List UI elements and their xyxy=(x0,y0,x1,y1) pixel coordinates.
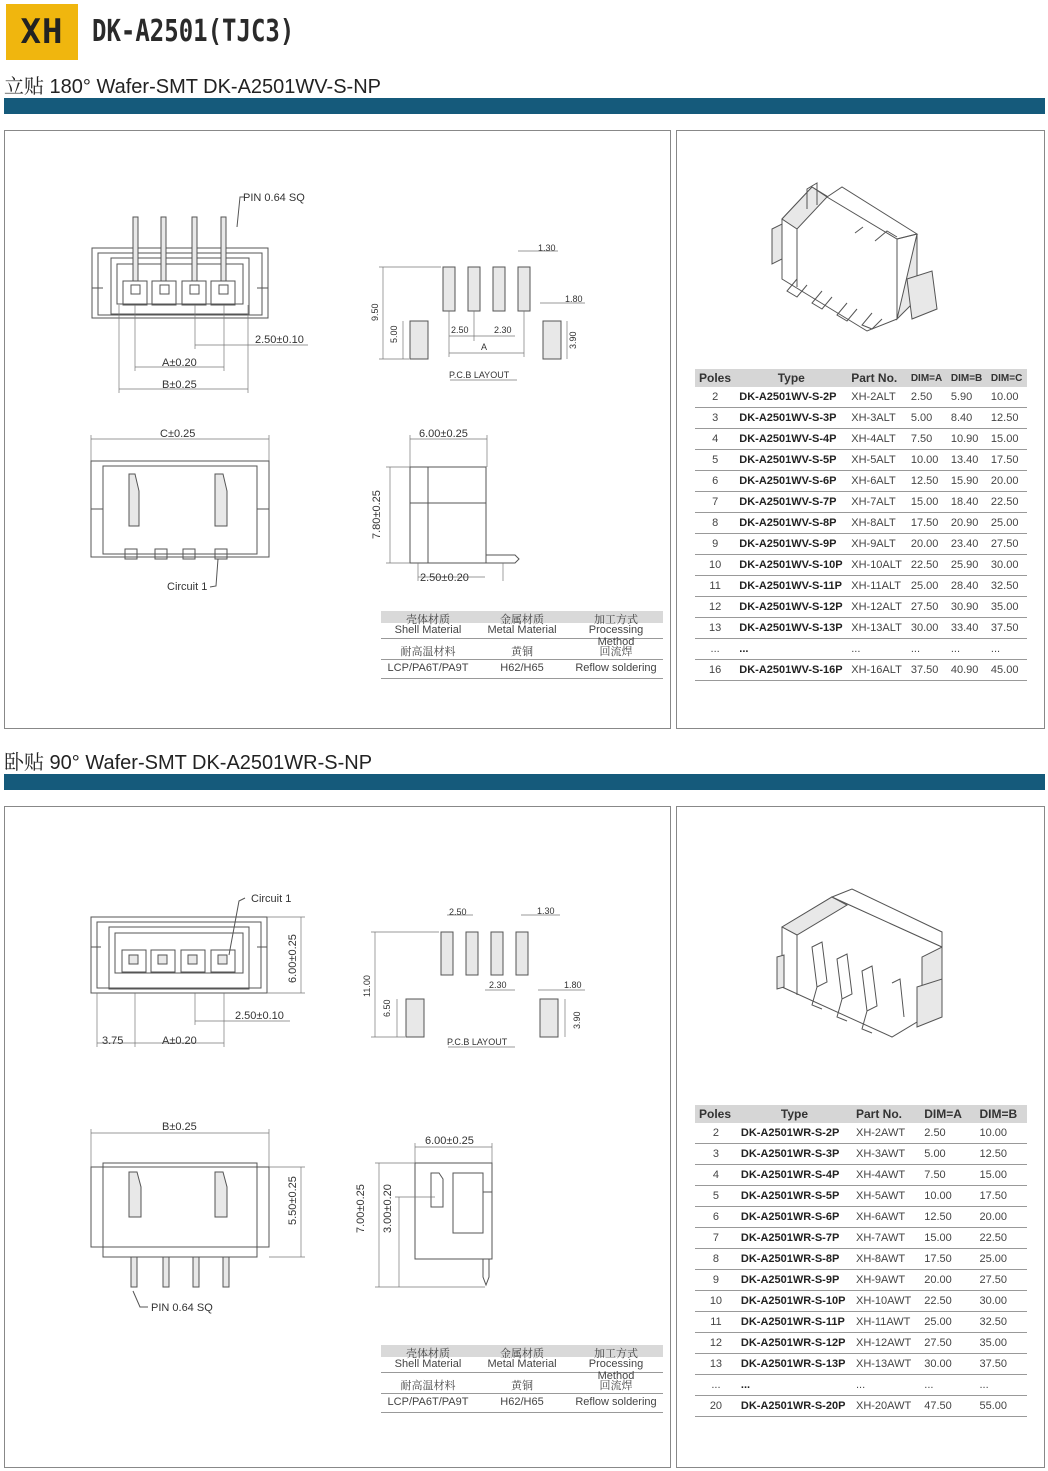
table-cell: XH-10AWT xyxy=(852,1291,920,1312)
s1-pcb-layout-label: P.C.B LAYOUT xyxy=(449,370,510,380)
table-cell: 27.50 xyxy=(987,534,1027,555)
s1-label-pin: PIN 0.64 SQ xyxy=(243,192,305,204)
table-cell: 7 xyxy=(695,1228,737,1249)
table-cell: 27.50 xyxy=(976,1270,1028,1291)
s1-col-dimb: DIM=B xyxy=(947,369,987,387)
s1-mat-en-1: H62/H65 xyxy=(500,662,544,674)
table-cell: 30.00 xyxy=(976,1291,1028,1312)
table-cell: XH-4AWT xyxy=(852,1165,920,1186)
table-cell: 12.50 xyxy=(907,471,947,492)
s2-mat-cn-0: 耐高温材料 xyxy=(400,1380,456,1392)
table-row xyxy=(695,1207,1027,1228)
s2-label-h300: 3.00±0.20 xyxy=(382,1184,394,1233)
s2-mat-cn-2: 回流焊 xyxy=(599,1380,633,1392)
table-row xyxy=(695,408,1027,429)
table-cell: 12.50 xyxy=(987,408,1027,429)
table-cell: 32.50 xyxy=(976,1312,1028,1333)
s2-pcb-2-50: 2.50 xyxy=(449,907,467,917)
table-cell: 20.00 xyxy=(976,1207,1028,1228)
table-cell: 30.90 xyxy=(947,597,987,618)
s2-table-header-row xyxy=(695,1105,1027,1123)
table-cell: 3 xyxy=(695,408,735,429)
section1-divider-bar xyxy=(4,98,1045,114)
table-cell: 15.00 xyxy=(976,1165,1028,1186)
table-cell: 18.40 xyxy=(947,492,987,513)
table-cell: 4 xyxy=(695,1165,737,1186)
table-cell: 22.50 xyxy=(987,492,1027,513)
table-cell: 30.00 xyxy=(987,555,1027,576)
table-row xyxy=(695,597,1027,618)
table-row xyxy=(695,576,1027,597)
s2-label-h550: 5.50±0.25 xyxy=(287,1176,299,1225)
table-cell: 7 xyxy=(695,492,735,513)
s2-pcb-6-50: 6.50 xyxy=(382,999,392,1017)
s2-mat-h-en-2: Processing Method xyxy=(588,1358,644,1382)
table-cell: 32.50 xyxy=(987,576,1027,597)
table-cell: XH-3ALT xyxy=(847,408,907,429)
s2-pcb-11-00: 11.00 xyxy=(362,975,372,997)
type-cell: DK-A2501WR-S-7P xyxy=(737,1228,852,1249)
s1-mat-h-en-2: Processing Method xyxy=(588,624,644,648)
section2-drawing-panel xyxy=(4,806,671,1468)
s1-front-view xyxy=(92,197,308,393)
table-cell: 22.50 xyxy=(920,1291,975,1312)
s2-pcb-1-80: 1.80 xyxy=(564,980,582,990)
type-cell: DK-A2501WV-S-6P xyxy=(735,471,847,492)
table-cell: 2 xyxy=(695,1123,737,1144)
table-cell: ... xyxy=(976,1375,1028,1396)
type-cell: DK-A2501WR-S-12P xyxy=(737,1333,852,1354)
s1-label-depth: 6.00±0.25 xyxy=(419,428,468,440)
s1-pcb-2-50: 2.50 xyxy=(451,325,469,335)
s2-mat-h-cn-1: 金属材质 xyxy=(500,1348,544,1360)
table-cell: XH-5ALT xyxy=(847,450,907,471)
type-cell: DK-A2501WR-S-13P xyxy=(737,1354,852,1375)
table-cell: 10.00 xyxy=(987,387,1027,408)
table-cell: XH-2AWT xyxy=(852,1123,920,1144)
s2-label-depth: 6.00±0.25 xyxy=(425,1135,474,1147)
type-cell: DK-A2501WV-S-4P xyxy=(735,429,847,450)
table-cell: XH-8ALT xyxy=(847,513,907,534)
table-cell: 28.40 xyxy=(947,576,987,597)
table-cell: 11 xyxy=(695,576,735,597)
table-row xyxy=(695,1228,1027,1249)
s2-mat-en-0: LCP/PA6T/PA9T xyxy=(387,1396,469,1408)
s1-label-pitch2: 2.50±0.20 xyxy=(420,572,469,584)
s2-pcb-3-90: 3.90 xyxy=(572,1011,582,1029)
table-cell: 5 xyxy=(695,1186,737,1207)
table-cell: 15.90 xyxy=(947,471,987,492)
s1-pcb-a: A xyxy=(481,342,488,352)
table-cell: 10 xyxy=(695,555,735,576)
s2-mat-en-1: H62/H65 xyxy=(500,1396,544,1408)
type-cell: DK-A2501WR-S-2P xyxy=(737,1123,852,1144)
s2-mat-h-cn-0: 壳体材质 xyxy=(406,1348,450,1360)
table-cell: ... xyxy=(987,639,1027,660)
section2-title: 卧贴 90° Wafer-SMT DK-A2501WR-S-NP xyxy=(4,752,373,774)
table-cell: 6 xyxy=(695,1207,737,1228)
type-cell: DK-A2501WR-S-20P xyxy=(737,1396,852,1417)
table-cell: XH-8AWT xyxy=(852,1249,920,1270)
table-cell: 25.00 xyxy=(920,1312,975,1333)
type-cell: DK-A2501WR-S-4P xyxy=(737,1165,852,1186)
type-cell: DK-A2501WV-S-3P xyxy=(735,408,847,429)
table-cell: 2.50 xyxy=(907,387,947,408)
table-cell: 5.90 xyxy=(947,387,987,408)
s2-label-pitch: 2.50±0.10 xyxy=(235,1010,284,1022)
table-row xyxy=(695,1396,1027,1417)
s1-mat-h-cn-0: 壳体材质 xyxy=(406,614,450,626)
s1-pcb-3-90: 3.90 xyxy=(568,331,578,349)
s1-mat-h-en-1: Metal Material xyxy=(487,624,557,636)
table-row xyxy=(695,1291,1027,1312)
table-cell: 10 xyxy=(695,1291,737,1312)
s2-mat-h-en-1: Metal Material xyxy=(487,1358,557,1370)
type-cell: DK-A2501WR-S-5P xyxy=(737,1186,852,1207)
table-row xyxy=(695,534,1027,555)
s2-mat-en-2: Reflow soldering xyxy=(575,1396,657,1408)
table-cell: 8.40 xyxy=(947,408,987,429)
table-cell: 23.40 xyxy=(947,534,987,555)
type-cell: DK-A2501WV-S-12P xyxy=(735,597,847,618)
s1-spec-table xyxy=(695,369,1027,681)
s2-mat-h-en-0: Shell Material xyxy=(394,1358,462,1370)
table-row xyxy=(695,555,1027,576)
s1-mat-cn-2: 回流焊 xyxy=(599,646,633,658)
table-cell: 15.00 xyxy=(920,1228,975,1249)
section1-title: 立贴 180° Wafer-SMT DK-A2501WV-S-NP xyxy=(4,76,381,98)
table-row xyxy=(695,1312,1027,1333)
s2-label-h600: 6.00±0.25 xyxy=(287,934,299,983)
table-cell: 22.50 xyxy=(976,1228,1028,1249)
table-cell: 30.00 xyxy=(920,1354,975,1375)
table-cell: 20.00 xyxy=(920,1270,975,1291)
table-cell: XH-16ALT xyxy=(847,660,907,681)
s2-col-part: Part No. xyxy=(852,1105,920,1123)
table-cell: ... xyxy=(947,639,987,660)
type-cell: DK-A2501WV-S-2P xyxy=(735,387,847,408)
table-cell: 13 xyxy=(695,618,735,639)
table-cell: 15.00 xyxy=(987,429,1027,450)
table-cell: 10.00 xyxy=(976,1123,1028,1144)
s1-label-c: C±0.25 xyxy=(160,428,196,440)
s1-mat-en-2: Reflow soldering xyxy=(575,662,657,674)
s1-top-view xyxy=(91,435,269,587)
table-row xyxy=(695,513,1027,534)
type-cell: DK-A2501WR-S-6P xyxy=(737,1207,852,1228)
table-cell: 11 xyxy=(695,1312,737,1333)
s1-pcb-layout xyxy=(379,251,585,380)
table-cell: ... xyxy=(907,639,947,660)
s2-mat-h-cn-2: 加工方式 xyxy=(594,1348,638,1360)
type-cell: DK-A2501WV-S-9P xyxy=(735,534,847,555)
table-row xyxy=(695,660,1027,681)
table-cell: 33.40 xyxy=(947,618,987,639)
table-cell: 15.00 xyxy=(907,492,947,513)
model-title: DK-A2501(TJC3) xyxy=(92,14,295,49)
table-row xyxy=(695,1249,1027,1270)
s2-label-pin: PIN 0.64 SQ xyxy=(151,1302,213,1314)
table-cell: 3 xyxy=(695,1144,737,1165)
table-cell: XH-3AWT xyxy=(852,1144,920,1165)
s1-product-image xyxy=(767,179,957,329)
table-cell: 17.50 xyxy=(907,513,947,534)
table-cell: ... xyxy=(852,1375,920,1396)
table-cell: 2 xyxy=(695,387,735,408)
table-cell: 35.00 xyxy=(976,1333,1028,1354)
table-cell: XH-5AWT xyxy=(852,1186,920,1207)
table-cell: XH-10ALT xyxy=(847,555,907,576)
s1-col-poles: Poles xyxy=(695,369,735,387)
type-cell: DK-A2501WV-S-11P xyxy=(735,576,847,597)
table-cell: ... xyxy=(695,639,735,660)
table-row xyxy=(695,1144,1027,1165)
section2-product-panel xyxy=(676,806,1045,1468)
table-row xyxy=(695,1375,1027,1396)
table-cell: XH-13ALT xyxy=(847,618,907,639)
table-cell: XH-20AWT xyxy=(852,1396,920,1417)
section1-drawing-panel xyxy=(4,130,671,729)
type-cell: DK-A2501WV-S-5P xyxy=(735,450,847,471)
s2-label-a: A±0.20 xyxy=(162,1035,197,1047)
s2-pcb-1-30: 1.30 xyxy=(537,906,555,916)
table-row xyxy=(695,387,1027,408)
table-row xyxy=(695,450,1027,471)
table-cell: 10.00 xyxy=(907,450,947,471)
s1-pcb-5-00: 5.00 xyxy=(389,325,399,343)
section1-product-panel xyxy=(676,130,1045,729)
s1-mat-h-en-0: Shell Material xyxy=(394,624,462,636)
table-cell: ... xyxy=(920,1375,975,1396)
table-cell: 35.00 xyxy=(987,597,1027,618)
table-cell: XH-9AWT xyxy=(852,1270,920,1291)
table-cell: XH-4ALT xyxy=(847,429,907,450)
table-cell: 25.00 xyxy=(976,1249,1028,1270)
table-row xyxy=(695,471,1027,492)
table-cell: 17.50 xyxy=(987,450,1027,471)
table-cell: 20.00 xyxy=(987,471,1027,492)
table-cell: 12 xyxy=(695,597,735,618)
table-cell: 25.00 xyxy=(987,513,1027,534)
type-cell: DK-A2501WV-S-16P xyxy=(735,660,847,681)
type-cell: DK-A2501WV-S-8P xyxy=(735,513,847,534)
table-cell: 8 xyxy=(695,513,735,534)
s1-label-pitch: 2.50±0.10 xyxy=(255,334,304,346)
table-cell: 40.90 xyxy=(947,660,987,681)
table-cell: 17.50 xyxy=(920,1249,975,1270)
table-cell: 9 xyxy=(695,534,735,555)
s2-table-body xyxy=(695,1123,1027,1417)
table-cell: XH-12ALT xyxy=(847,597,907,618)
table-cell: 37.50 xyxy=(987,618,1027,639)
s2-pcb-layout-label: P.C.B LAYOUT xyxy=(447,1037,508,1047)
table-cell: XH-6AWT xyxy=(852,1207,920,1228)
table-cell: 5 xyxy=(695,450,735,471)
s2-col-dimb: DIM=B xyxy=(976,1105,1028,1123)
type-cell: DK-A2501WV-S-10P xyxy=(735,555,847,576)
s1-materials-table xyxy=(381,611,663,681)
table-cell: ... xyxy=(847,639,907,660)
type-cell: DK-A2501WV-S-7P xyxy=(735,492,847,513)
table-cell: 45.00 xyxy=(987,660,1027,681)
s2-label-circuit: Circuit 1 xyxy=(251,893,292,905)
s2-col-dima: DIM=A xyxy=(920,1105,975,1123)
type-cell: DK-A2501WR-S-3P xyxy=(737,1144,852,1165)
table-cell: XH-13AWT xyxy=(852,1354,920,1375)
table-row xyxy=(695,1270,1027,1291)
table-cell: 12 xyxy=(695,1333,737,1354)
s2-pcb-layout xyxy=(371,915,585,1047)
table-cell: XH-11AWT xyxy=(852,1312,920,1333)
table-row xyxy=(695,492,1027,513)
s1-mat-en-0: LCP/PA6T/PA9T xyxy=(387,662,469,674)
s2-mat-cn-1: 黄铜 xyxy=(511,1380,533,1392)
table-cell: 7.50 xyxy=(907,429,947,450)
table-cell: XH-9ALT xyxy=(847,534,907,555)
s1-pcb-1-80: 1.80 xyxy=(565,294,583,304)
s1-col-dimc: DIM=C xyxy=(987,369,1027,387)
table-cell: 17.50 xyxy=(976,1186,1028,1207)
s1-label-b: B±0.25 xyxy=(162,379,197,391)
table-cell: 25.90 xyxy=(947,555,987,576)
table-cell: 20.90 xyxy=(947,513,987,534)
table-cell: 16 xyxy=(695,660,735,681)
table-cell: ... xyxy=(695,1375,737,1396)
table-cell: 5.00 xyxy=(907,408,947,429)
table-cell: XH-7ALT xyxy=(847,492,907,513)
s1-col-dima: DIM=A xyxy=(907,369,947,387)
s1-mat-cn-1: 黄铜 xyxy=(511,646,533,658)
s1-pcb-1-30: 1.30 xyxy=(538,243,556,253)
s2-product-image xyxy=(772,887,952,1047)
table-row xyxy=(695,1333,1027,1354)
s2-materials-table xyxy=(381,1345,663,1415)
table-row xyxy=(695,618,1027,639)
table-cell: 10.00 xyxy=(920,1186,975,1207)
s2-label-h700: 7.00±0.25 xyxy=(355,1184,367,1233)
type-cell: ... xyxy=(735,639,847,660)
table-cell: 7.50 xyxy=(920,1165,975,1186)
table-cell: 20 xyxy=(695,1396,737,1417)
type-cell: DK-A2501WV-S-13P xyxy=(735,618,847,639)
s1-col-type: Type xyxy=(735,369,847,387)
type-cell: DK-A2501WR-S-11P xyxy=(737,1312,852,1333)
s1-mat-h-cn-2: 加工方式 xyxy=(594,614,638,626)
table-row xyxy=(695,1123,1027,1144)
s1-side-view xyxy=(386,435,519,581)
s1-label-height: 7.80±0.25 xyxy=(371,490,383,539)
table-cell: 10.90 xyxy=(947,429,987,450)
table-cell: 20.00 xyxy=(907,534,947,555)
table-cell: 22.50 xyxy=(907,555,947,576)
table-row xyxy=(695,1186,1027,1207)
table-cell: 2.50 xyxy=(920,1123,975,1144)
table-cell: 47.50 xyxy=(920,1396,975,1417)
table-cell: 13 xyxy=(695,1354,737,1375)
s1-table-body xyxy=(695,387,1027,681)
table-row xyxy=(695,1165,1027,1186)
table-cell: 25.00 xyxy=(907,576,947,597)
s1-pcb-9-50: 9.50 xyxy=(370,303,380,321)
table-cell: 37.50 xyxy=(907,660,947,681)
table-row xyxy=(695,639,1027,660)
table-cell: XH-12AWT xyxy=(852,1333,920,1354)
table-cell: XH-6ALT xyxy=(847,471,907,492)
table-cell: XH-11ALT xyxy=(847,576,907,597)
type-cell: DK-A2501WR-S-10P xyxy=(737,1291,852,1312)
type-cell: DK-A2501WR-S-8P xyxy=(737,1249,852,1270)
table-row xyxy=(695,429,1027,450)
type-cell: DK-A2501WR-S-9P xyxy=(737,1270,852,1291)
s2-col-type: Type xyxy=(737,1105,852,1123)
s1-table-header-row xyxy=(695,369,1027,387)
s1-mat-cn-0: 耐高温材料 xyxy=(400,646,456,658)
type-cell: ... xyxy=(737,1375,852,1396)
table-cell: 12.50 xyxy=(920,1207,975,1228)
table-cell: 27.50 xyxy=(920,1333,975,1354)
table-cell: 27.50 xyxy=(907,597,947,618)
table-cell: 8 xyxy=(695,1249,737,1270)
s1-pcb-2-30: 2.30 xyxy=(494,325,512,335)
s2-label-375: 3.75 xyxy=(102,1035,124,1047)
s2-top-view xyxy=(91,898,305,1047)
table-cell: 5.00 xyxy=(920,1144,975,1165)
table-cell: 55.00 xyxy=(976,1396,1028,1417)
table-row xyxy=(695,1354,1027,1375)
table-cell: 13.40 xyxy=(947,450,987,471)
series-badge: XH xyxy=(6,4,78,60)
table-cell: 37.50 xyxy=(976,1354,1028,1375)
table-cell: 9 xyxy=(695,1270,737,1291)
s2-label-b: B±0.25 xyxy=(162,1121,197,1133)
table-cell: 30.00 xyxy=(907,618,947,639)
s2-spec-table xyxy=(695,1105,1027,1417)
s2-col-poles: Poles xyxy=(695,1105,737,1123)
s1-mat-h-cn-1: 金属材质 xyxy=(500,614,544,626)
s1-label-circuit: Circuit 1 xyxy=(167,581,208,593)
s1-label-a: A±0.20 xyxy=(162,357,197,369)
s2-pcb-2-30: 2.30 xyxy=(489,980,507,990)
table-cell: XH-7AWT xyxy=(852,1228,920,1249)
s1-col-part: Part No. xyxy=(847,369,907,387)
table-cell: 4 xyxy=(695,429,735,450)
s2-front-view xyxy=(91,1129,305,1307)
table-cell: 6 xyxy=(695,471,735,492)
table-cell: XH-2ALT xyxy=(847,387,907,408)
table-cell: 12.50 xyxy=(976,1144,1028,1165)
section2-divider-bar xyxy=(4,774,1045,790)
